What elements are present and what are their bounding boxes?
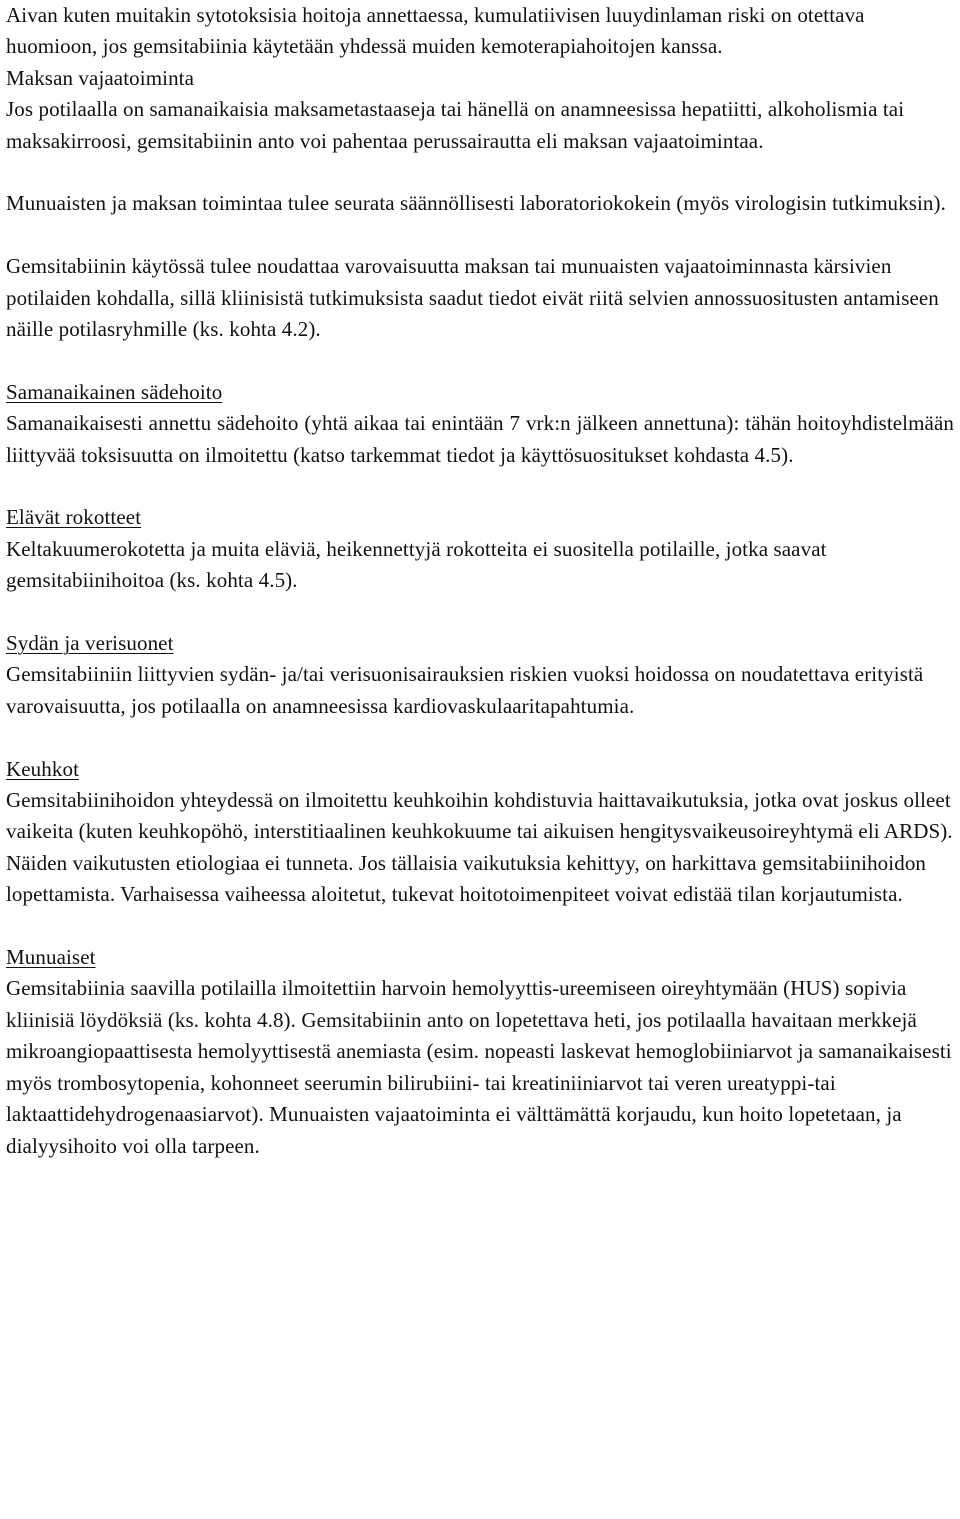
radiotherapy-section [6, 377, 954, 471]
lungs-heading: Keuhkot [6, 756, 80, 781]
cardiovascular-heading: Sydän ja verisuonet [6, 631, 174, 656]
radiotherapy-paragraph: Samanaikaisesti annettu sädehoito (yhtä aikaa tai enintään 7 vrk:n jälkeen annettuna): tähän hoitoyhdistelmään liittyvää toksisuutta on ilmoitettu (katso tarkemmat tiedot ja käyttösuositukset kohdasta 4.5). [6, 411, 954, 467]
vaccines-section [6, 502, 954, 596]
kidneys-paragraph: Gemsitabiinia saavilla potilailla ilmoitettiin harvoin hemolyyttis-ureemiseen oireyhtymään (HUS) sopivia kliinisiä löydöksiä (ks. kohta 4.8). Gemsitabiinin anto on lopetettava heti, jos potilaalla havaitaan merkkejä mikroangiopaattisesta hemolyyttisestä anemiasta (esim. nopeasti laskevat hemoglobiiniarvot ja samanaikaisesti myös trombosytopenia, kohonneet seerumin bilirubiini- tai kreatiniiniarvot tai veren ureatyppi-tai laktaattidehydrogenaasiarvot). Munuaisten vajaatoiminta ei välttämättä korjaudu, kun hoito lopetetaan, ja dialyysihoito voi olla tarpeen. [6, 976, 952, 1158]
lungs-section [6, 754, 954, 911]
spacer [6, 220, 954, 251]
kidneys-heading: Munuaiset [6, 945, 96, 970]
cardiovascular-paragraph: Gemsitabiiniin liittyvien sydän- ja/tai verisuonisairauksien riskien vuoksi hoidossa on noudatettava erityistä varovaisuutta, jos potilaalla on anamneesissa kardiovaskulaaritapahtumia. [6, 662, 924, 718]
lungs-paragraph: Gemsitabiinihoidon yhteydessä on ilmoitettu keuhkoihin kohdistuvia haittavaikutuksia, jotka ovat joskus olleet vaikeita (kuten keuhkopöhö, interstitiaalinen keuhkokuume tai aikuisen hengitysvaikeusoireyhtymä eli ARDS). Näiden vaikutusten etiologiaa ei tunneta. Jos tällaisia vaikutuksia kehittyy, on harkittava gemsitabiinihoidon lopettamista. Varhaisessa vaiheessa aloitetut, tukevat hoitotoimenpiteet voivat edistää tilan korjautumista. [6, 788, 953, 907]
vaccines-heading: Elävät rokotteet [6, 505, 142, 530]
radiotherapy-heading: Samanaikainen sädehoito [6, 379, 223, 404]
monitoring-paragraph: Munuaisten ja maksan toimintaa tulee seurata säännöllisesti laboratoriokokein (myös virologisin tutkimuksin). [6, 191, 946, 216]
cardiovascular-section [6, 628, 954, 722]
liver-section [6, 63, 954, 157]
intro-paragraph: Aivan kuten muitakin sytotoksisia hoitoja annettaessa, kumulatiivisen luuydinlaman riski on otettava huomioon, jos gemsitabiinia käytetään yhdessä muiden kemoterapiahoitojen kanssa. [6, 3, 865, 59]
liver-heading: Maksan vajaatoiminta [6, 65, 195, 90]
caution-paragraph: Gemsitabiinin käytössä tulee noudattaa varovaisuutta maksan tai munuaisten vajaatoiminnasta kärsivien potilaiden kohdalla, sillä kliinisistä tutkimuksista saadut tiedot eivät riitä selvien annossuositusten antamiseen näille potilasryhmille (ks. kohta 4.2). [6, 254, 939, 342]
spacer [6, 597, 954, 628]
intro-section [6, 0, 954, 63]
caution-section [6, 251, 954, 345]
spacer [6, 722, 954, 753]
vaccines-paragraph: Keltakuumerokotetta ja muita eläviä, heikennettyjä rokotteita ei suositella potilaille, jotka saavat gemsitabiinihoitoa (ks. kohta 4.5). [6, 536, 827, 593]
document-page [6, 0, 954, 1162]
monitoring-section [6, 188, 954, 219]
liver-paragraph: Jos potilaalla on samanaikaisia maksametastaaseja tai hänellä on anamneesissa hepatiitti, alkoholismia tai maksakirroosi, gemsitabiinin anto voi pahentaa perussairautta eli maksan vajaatoimintaa. [6, 97, 905, 153]
kidneys-section [6, 942, 954, 1162]
spacer [6, 911, 954, 942]
spacer [6, 471, 954, 502]
spacer [6, 157, 954, 188]
spacer [6, 345, 954, 376]
